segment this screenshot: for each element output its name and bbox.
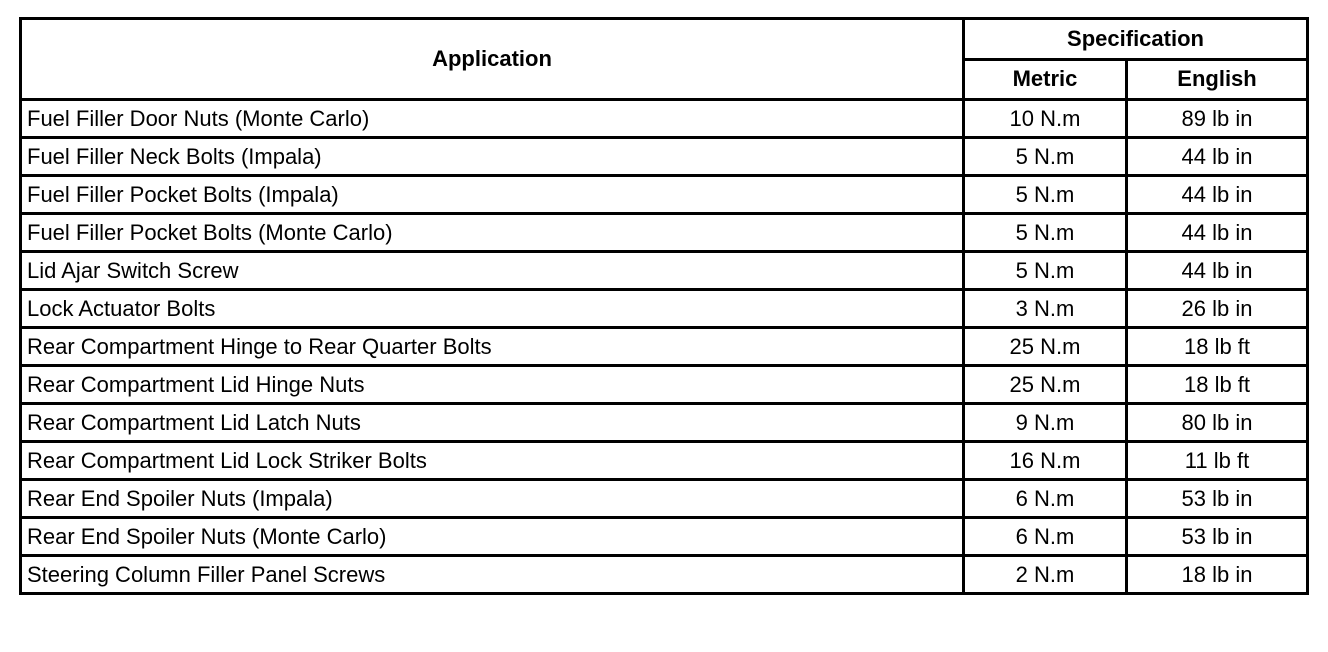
metric-cell: 2 N.m (964, 556, 1127, 594)
english-cell: 53 lb in (1127, 480, 1308, 518)
application-cell: Rear End Spoiler Nuts (Impala) (21, 480, 964, 518)
metric-header: Metric (964, 59, 1127, 100)
specification-header: Specification (964, 19, 1308, 60)
english-cell: 53 lb in (1127, 518, 1308, 556)
application-cell: Rear Compartment Lid Latch Nuts (21, 404, 964, 442)
table-row (21, 138, 1308, 176)
english-cell: 44 lb in (1127, 176, 1308, 214)
metric-cell: 16 N.m (964, 442, 1127, 480)
metric-cell: 25 N.m (964, 366, 1127, 404)
metric-cell: 6 N.m (964, 480, 1127, 518)
table-row (21, 518, 1308, 556)
table-row (21, 100, 1308, 138)
table-row (21, 366, 1308, 404)
english-cell: 44 lb in (1127, 138, 1308, 176)
metric-cell: 9 N.m (964, 404, 1127, 442)
metric-cell: 5 N.m (964, 252, 1127, 290)
table-row (21, 404, 1308, 442)
english-cell: 11 lb ft (1127, 442, 1308, 480)
application-header: Application (21, 19, 964, 100)
header-row-top (21, 19, 1308, 60)
application-cell: Rear Compartment Lid Hinge Nuts (21, 366, 964, 404)
table-body (21, 100, 1308, 594)
english-cell: 18 lb ft (1127, 328, 1308, 366)
table-row (21, 176, 1308, 214)
application-cell: Fuel Filler Pocket Bolts (Impala) (21, 176, 964, 214)
application-cell: Steering Column Filler Panel Screws (21, 556, 964, 594)
application-cell: Lock Actuator Bolts (21, 290, 964, 328)
metric-cell: 5 N.m (964, 138, 1127, 176)
metric-cell: 10 N.m (964, 100, 1127, 138)
table-row (21, 442, 1308, 480)
english-cell: 89 lb in (1127, 100, 1308, 138)
application-cell: Fuel Filler Pocket Bolts (Monte Carlo) (21, 214, 964, 252)
table-row (21, 290, 1308, 328)
english-cell: 44 lb in (1127, 252, 1308, 290)
metric-cell: 25 N.m (964, 328, 1127, 366)
english-header: English (1127, 59, 1308, 100)
english-cell: 44 lb in (1127, 214, 1308, 252)
english-cell: 80 lb in (1127, 404, 1308, 442)
metric-cell: 6 N.m (964, 518, 1127, 556)
application-cell: Fuel Filler Neck Bolts (Impala) (21, 138, 964, 176)
table-header (21, 19, 1308, 100)
application-cell: Rear Compartment Hinge to Rear Quarter Bolts (21, 328, 964, 366)
metric-cell: 5 N.m (964, 176, 1127, 214)
table-row (21, 556, 1308, 594)
english-cell: 18 lb ft (1127, 366, 1308, 404)
metric-cell: 3 N.m (964, 290, 1127, 328)
application-cell: Lid Ajar Switch Screw (21, 252, 964, 290)
table-row (21, 480, 1308, 518)
specification-table (19, 17, 1309, 595)
application-cell: Rear End Spoiler Nuts (Monte Carlo) (21, 518, 964, 556)
application-cell: Rear Compartment Lid Lock Striker Bolts (21, 442, 964, 480)
metric-cell: 5 N.m (964, 214, 1127, 252)
english-cell: 26 lb in (1127, 290, 1308, 328)
application-cell: Fuel Filler Door Nuts (Monte Carlo) (21, 100, 964, 138)
english-cell: 18 lb in (1127, 556, 1308, 594)
table-row (21, 214, 1308, 252)
table-row (21, 252, 1308, 290)
table-row (21, 328, 1308, 366)
